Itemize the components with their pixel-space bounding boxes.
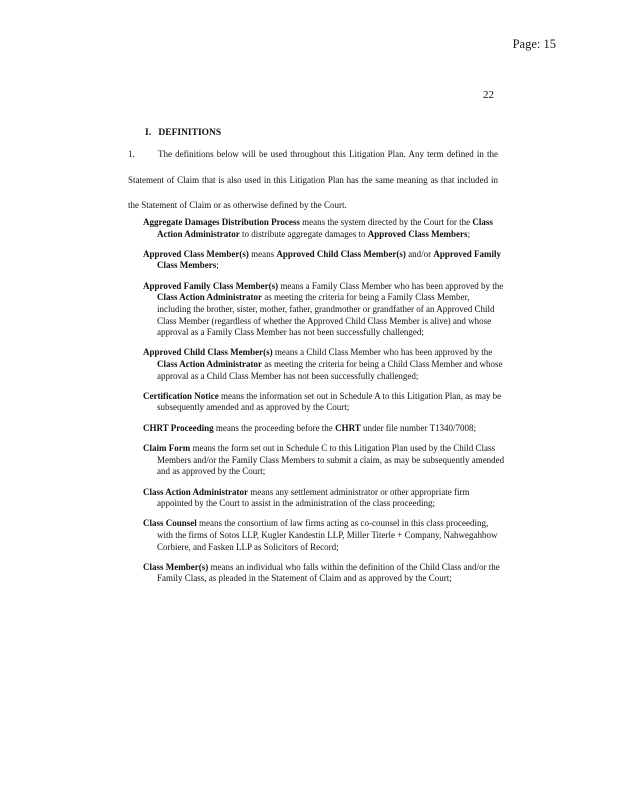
defined-term: Approved Class Member(s) — [143, 248, 249, 259]
intro-paragraph — [128, 142, 498, 219]
definition-item — [143, 518, 505, 553]
definition-text: means a Family Class Member who has been approved by the — [278, 280, 504, 291]
defined-term: Approved Child Class Member(s) — [143, 347, 273, 358]
defined-term: Approved Class Members — [367, 228, 468, 239]
defined-term: Class Action Administrator — [157, 359, 263, 369]
definition-text: means any settlement administrator or other appropriate firm appointed by the Court to assist in the administration of the class proceeding; — [157, 486, 470, 509]
definition-text: means the consortium of law firms acting as co-counsel in this class proceeding, with the firms of Sotos LLP, Kugler Kandestin LLP, Miller Titerle + Company, Nahwegahbow Corbiere, and Fasken LLP as Solicitors of Record; — [157, 518, 498, 552]
defined-term: Class Action Administrator — [157, 292, 263, 303]
definition-item — [143, 391, 505, 414]
section-heading — [145, 128, 221, 138]
definition-text: and/or — [405, 248, 434, 259]
definitions-list — [143, 217, 505, 594]
page-label: Page: 15 — [512, 37, 556, 51]
definition-text: as meeting the criteria for being a Family Class Member, including the brother, sister, mother, father, grandmother or grandfather of an Approved Child Class Member (regardless of whether the Approved Child Class Member is alive) and whose approval as a Family Class Member has not been successfully challenged; — [157, 292, 495, 338]
definition-text: means the information set out in Schedule A to this Litigation Plan, as may be subsequently amended and as approved by the Court; — [157, 390, 502, 413]
definition-item — [143, 443, 505, 478]
definition-text: means the form set out in Schedule C to this Litigation Plan used by the Child Class Members and/or the Family Class Members to submit a claim, as may be subsequently amended and as approved by the Court; — [157, 443, 505, 477]
definition-text: as meeting the criteria for being a Child Class Member and whose approval as a Child Class Member has not been successfully challenged; — [157, 359, 503, 381]
defined-term: Approved Family Class Member(s) — [143, 280, 279, 291]
definition-text: means an individual who falls within the definition of the Child Class and/or the Family Class, as pleaded in the Statement of Claim and as approved by the Court; — [157, 561, 500, 584]
definition-item — [143, 423, 505, 435]
defined-term: Claim Form — [143, 443, 191, 454]
definition-text: ; — [216, 260, 219, 271]
defined-term: Approved Family Class Members — [157, 248, 502, 271]
section-numeral: I. — [145, 128, 152, 138]
defined-term: Class Action Administrator — [143, 486, 249, 497]
definition-text: under file number T1340/7008; — [360, 422, 477, 433]
defined-term: Aggregate Damages Distribution Process — [143, 217, 300, 227]
definition-text: ; — [467, 228, 471, 239]
definition-item — [143, 562, 505, 585]
definition-item — [143, 347, 505, 382]
page-number: 22 — [483, 89, 494, 101]
definition-text: means the proceeding before the — [213, 422, 336, 433]
definition-text: to distribute aggregate damages to — [239, 228, 368, 239]
defined-term: CHRT — [335, 422, 361, 433]
definition-text: means a Child Class Member who has been approved by the — [272, 347, 493, 358]
defined-term: Approved Child Class Member(s) — [276, 248, 406, 259]
paragraph-number: 1. — [128, 149, 135, 159]
defined-term: Class Member(s) — [143, 561, 209, 572]
defined-term: Class Action Administrator — [157, 217, 493, 239]
defined-term: CHRT Proceeding — [143, 422, 214, 433]
paragraph-text: The definitions below will be used throughout this Litigation Plan. Any term defined in the Statement of Claim that is also used in this Litigation Plan has the same meaning as that included in the Statement of Claim or as otherwise defined by the Court. — [128, 149, 498, 210]
section-title: DEFINITIONS — [158, 128, 222, 138]
definition-item — [143, 281, 505, 339]
definition-item — [143, 217, 505, 240]
definition-text: means the system directed by the Court for the — [299, 217, 473, 227]
definition-text: means — [248, 248, 277, 259]
defined-term: Certification Notice — [143, 390, 219, 401]
defined-term: Class Counsel — [143, 518, 197, 529]
definition-item — [143, 487, 505, 510]
definition-item — [143, 249, 505, 272]
